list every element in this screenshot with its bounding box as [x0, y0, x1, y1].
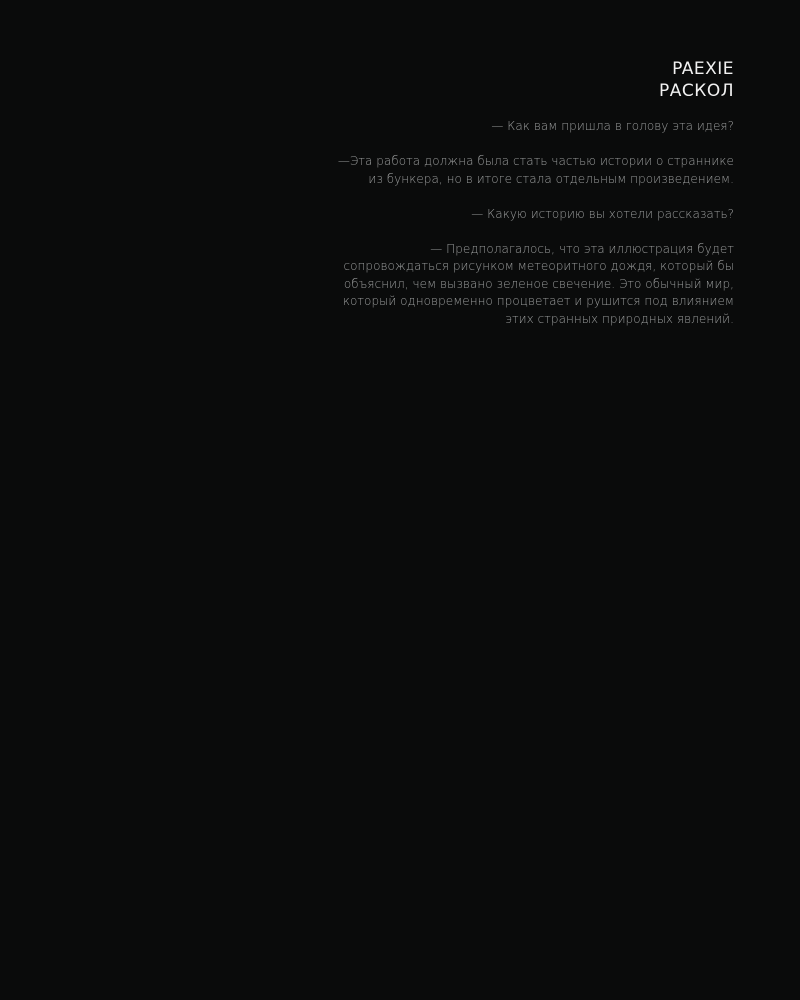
- answer-2-line: — Предполагалось, что эта иллюстрация будет: [430, 241, 734, 256]
- interview-block: [334, 58, 734, 328]
- answer-1-line: —Эта работа должна была стать частью истории о страннике: [337, 154, 734, 168]
- question-2: [334, 206, 734, 224]
- question-2-line: — Какую историю вы хотели рассказать?: [471, 206, 734, 221]
- title-line-work: РАСКОЛ: [659, 81, 734, 101]
- page-title: [334, 58, 734, 102]
- question-1-line: — Как вам пришла в голову эта идея?: [491, 119, 734, 133]
- answer-2-line: этих странных природных явлений.: [505, 311, 734, 326]
- answer-2-line: объяснил, чем вызвано зеленое свечение. Это обычный мир,: [343, 276, 734, 291]
- answer-2: [334, 241, 734, 329]
- answer-1: [334, 153, 734, 188]
- answer-2-line: сопровождаться рисунком метеоритного дождя, который бы: [343, 259, 734, 273]
- question-1: [334, 118, 734, 136]
- title-line-author: PAEXIE: [672, 59, 734, 79]
- answer-2-line: который одновременно процветает и рушится под влиянием: [342, 294, 734, 308]
- answer-1-line: из бункера, но в итоге стала отдельным произведением.: [368, 171, 734, 186]
